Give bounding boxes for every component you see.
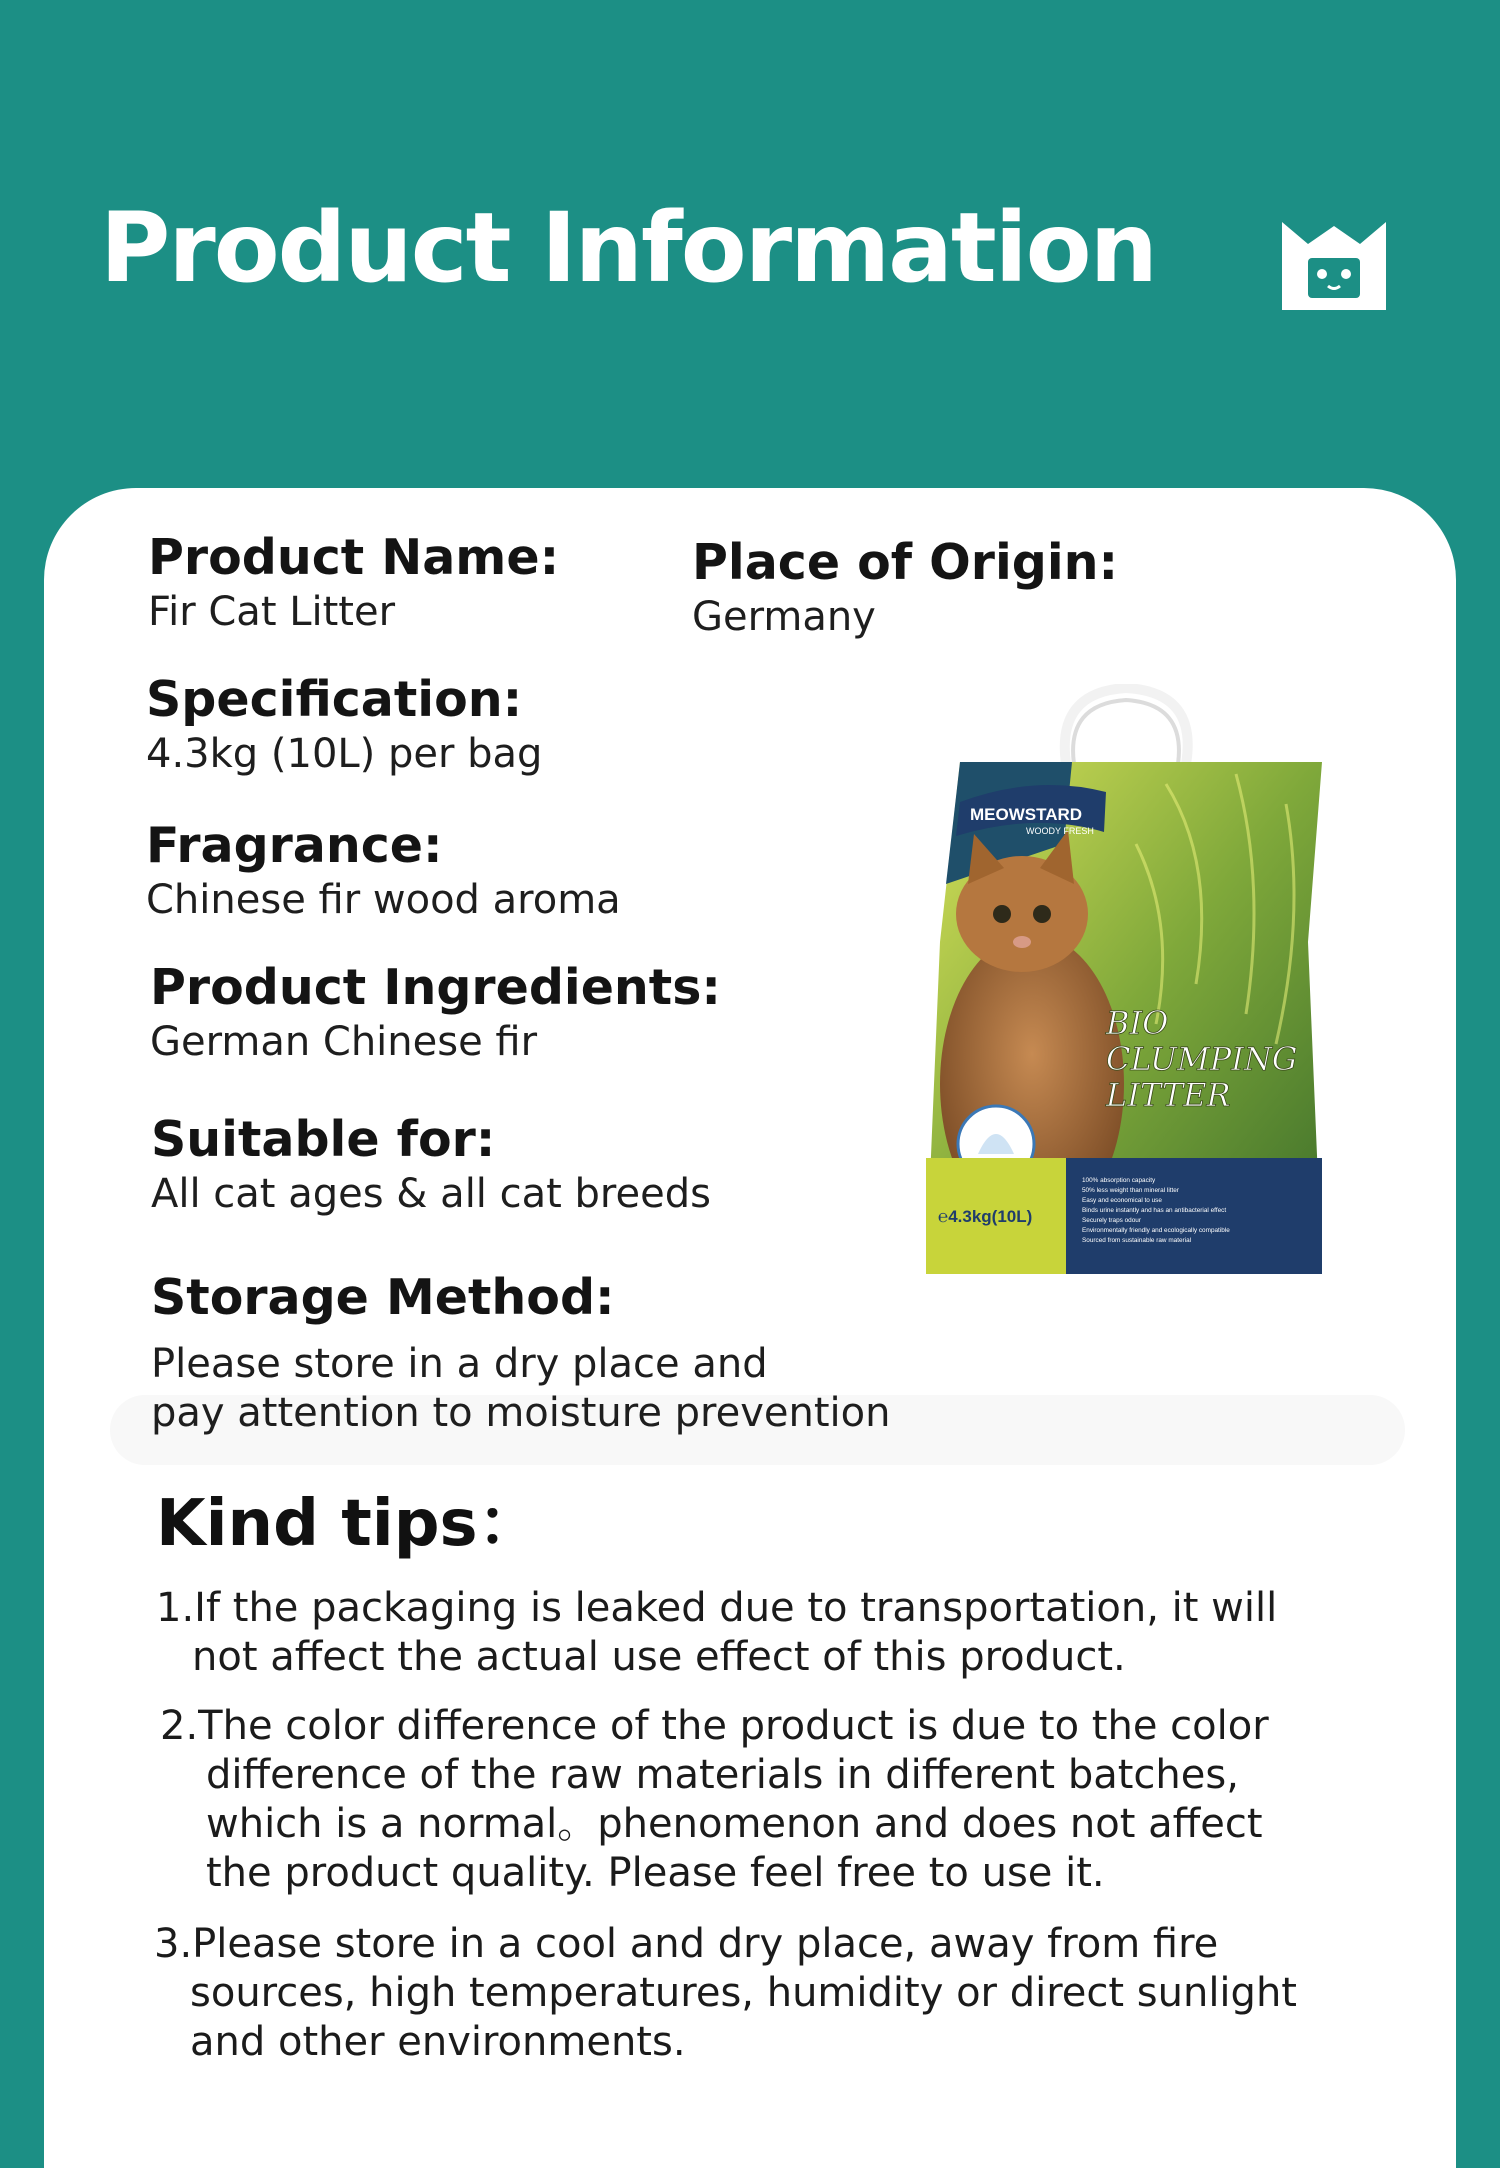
bag-feature-3: Easy and economical to use [1082,1197,1162,1204]
origin-value: Germany [692,594,876,641]
bag-headline-2: CLUMPING [1106,1040,1298,1078]
origin-label: Place of Origin: [692,534,1119,591]
fragrance-field [146,818,621,926]
tip-text: and other environments. [190,2019,686,2065]
tip-number: 3. [154,1921,193,1967]
bag-feature-7: Sourced from sustainable raw material [1082,1237,1192,1244]
tip-text: difference of the raw materials in different batches, [206,1752,1239,1798]
bag-weight: ℮4.3kg(10L) [938,1207,1033,1226]
storage-value-line2: pay attention to moisture prevention [151,1390,891,1437]
storage-field [151,1270,890,1438]
tip-text: the product quality. Please feel free to use it. [206,1850,1105,1896]
fragrance-value: Chinese fir wood aroma [146,877,621,924]
tip-text: not affect the actual use effect of this product. [192,1634,1126,1680]
origin-field [692,535,1118,643]
storage-value-line1: Please store in a dry place and [151,1341,768,1388]
fragrance-label: Fragrance: [146,817,443,874]
tip-number: 1. [156,1585,195,1631]
tip-item-3 [154,1920,1297,2067]
page-title: Product Information [100,192,1156,304]
product-name-label: Product Name: [148,529,560,586]
specification-label: Specification: [146,671,523,728]
tip-text: Please store in a cool and dry place, away from fire [192,1921,1219,1967]
bag-sub-brand: WOODY FRESH [1026,826,1094,836]
tip-item-1 [156,1584,1277,1682]
bag-feature-1: 100% absorption capacity [1082,1177,1156,1184]
suitable-label: Suitable for: [151,1111,496,1168]
suitable-value: All cat ages & all cat breeds [151,1171,711,1218]
tip-text: sources, high temperatures, humidity or direct sunlight [190,1970,1297,2016]
ingredients-value: German Chinese fir [150,1019,538,1066]
ingredients-label: Product Ingredients: [150,959,721,1016]
bag-headline-3: LITTER [1106,1076,1231,1114]
storage-label: Storage Method: [151,1269,615,1326]
specification-value: 4.3kg (10L) per bag [146,731,543,778]
bag-feature-5: Securely traps odour [1082,1217,1141,1224]
kind-tips-title: Kind tips： [156,1487,542,1561]
tip-text: The color difference of the product is due to the color [198,1703,1269,1749]
bag-feature-4: Binds urine instantly and has an antibacterial effect [1082,1207,1227,1214]
bag-feature-2: 50% less weight than mineral litter [1082,1187,1179,1194]
product-name-value: Fir Cat Litter [148,589,396,636]
tip-number: 2. [160,1703,199,1749]
bag-brand: MEOWSTARD [970,805,1083,824]
cat-litter-bag-image [916,684,1332,1280]
tip-text: If the packaging is leaked due to transportation, it will [194,1585,1278,1631]
product-name-field [148,530,559,638]
tip-item-2 [160,1702,1269,1898]
ingredients-field [150,960,721,1068]
bag-feature-6: Environmentally friendly and ecologically compatible [1082,1227,1230,1234]
tip-text: which is a normal。phenomenon and does not affect [206,1801,1263,1847]
specification-field [146,672,542,780]
cat-m-logo-icon [1278,214,1390,312]
suitable-field [151,1112,711,1220]
bag-headline-1: BIO [1106,1004,1169,1042]
